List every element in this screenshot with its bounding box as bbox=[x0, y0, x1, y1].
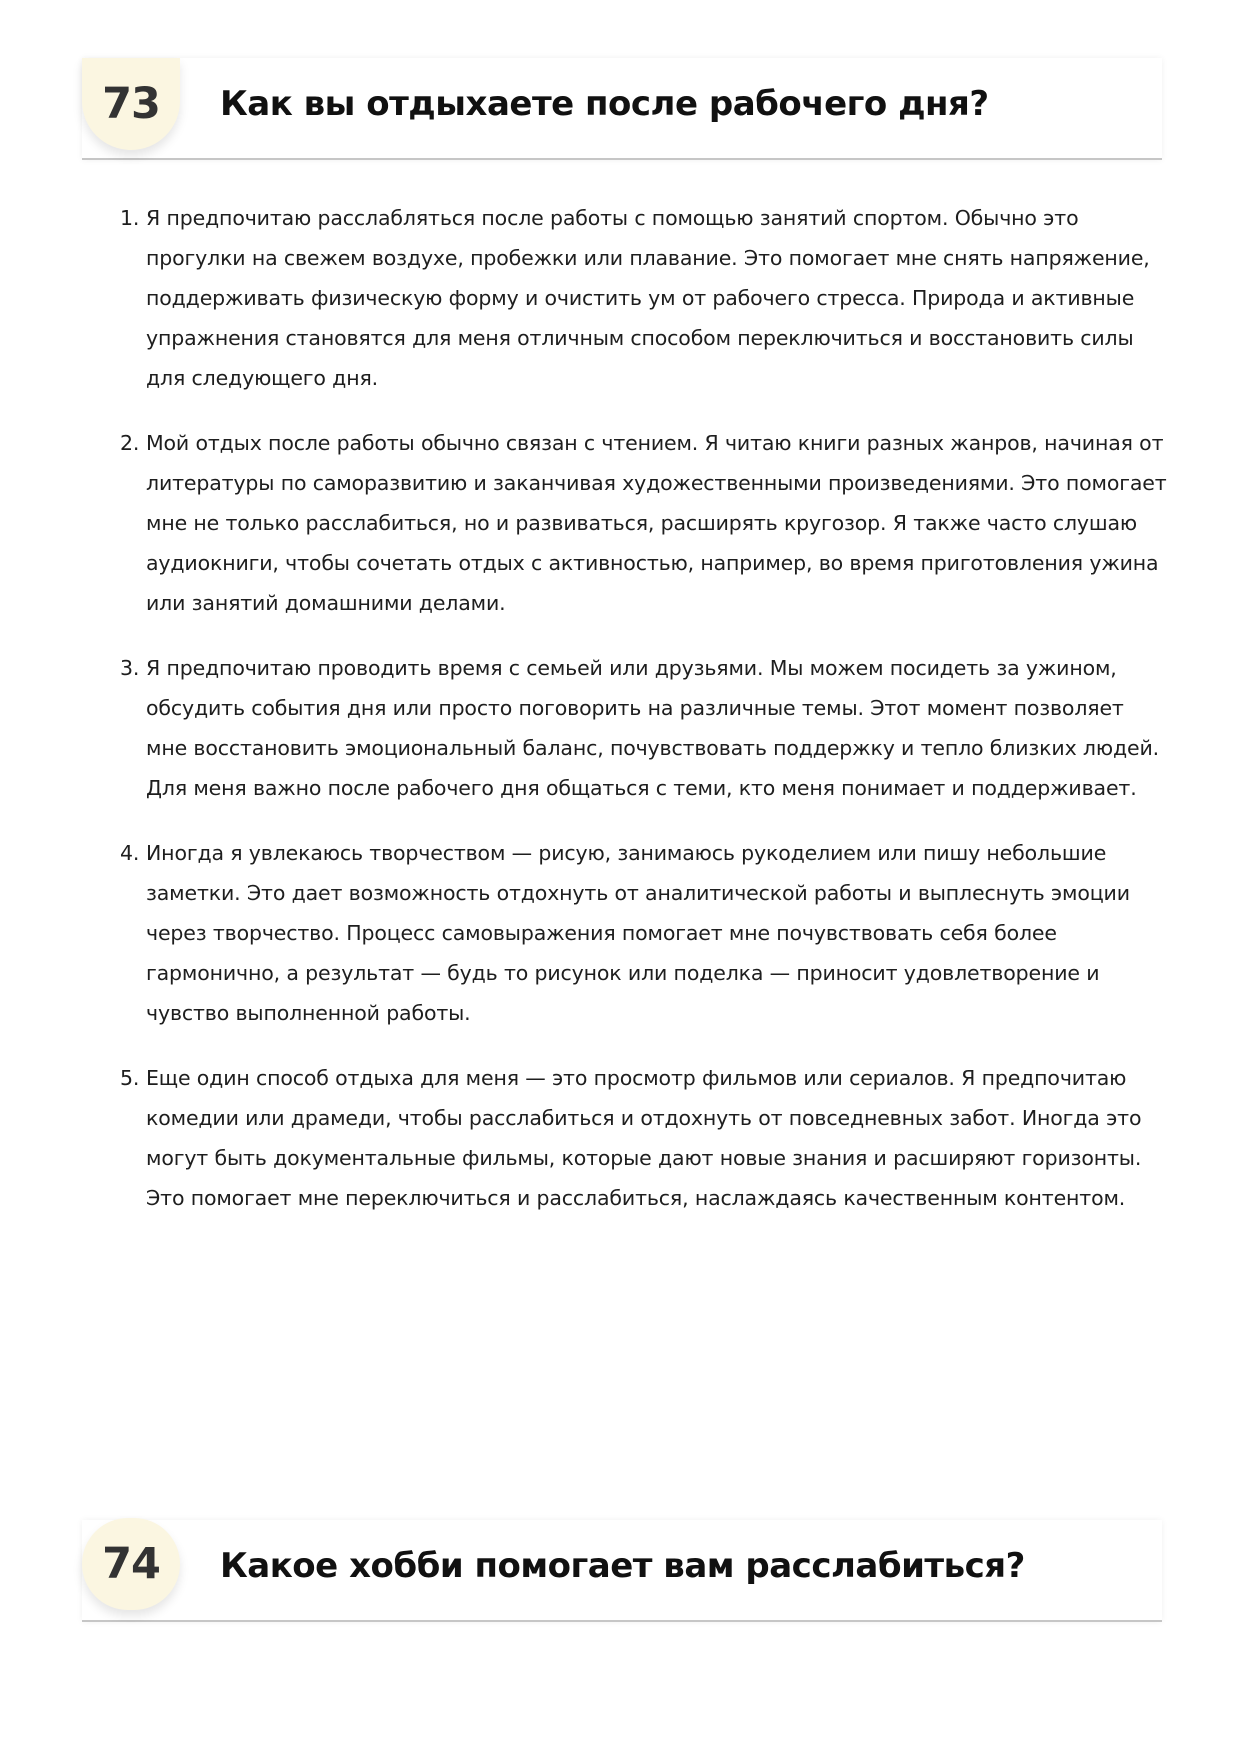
answer-text: Мой отдых после работы обычно связан с чтением. Я читаю книги разных жанров, начиная от литературы по саморазвитию и заканчивая художественными произведениями. Это помогает мне не только расслабиться, но и развиваться, расширять кругозор. Я также часто слушаю аудиокниги, чтобы сочетать отдых с активностью, например, во время приготовления ужина или занятий домашними делами. bbox=[146, 431, 1167, 615]
answer-text: Я предпочитаю расслабляться после работы с помощью занятий спортом. Обычно это прогулки на свежем воздухе, пробежки или плавание. Это помогает мне снять напряжение, поддерживать физическую форму и очистить ум от рабочего стресса. Природа и активные упражнения становятся для меня отличным способом переключиться и восстановить силы для следующего дня. bbox=[146, 206, 1150, 390]
answer-number: 1. bbox=[120, 206, 140, 230]
answer-item bbox=[116, 423, 1170, 623]
question-title: Как вы отдыхаете после рабочего дня? bbox=[220, 84, 989, 124]
answer-number: 3. bbox=[120, 656, 140, 680]
question-title: Какое хобби помогает вам расслабиться? bbox=[220, 1546, 1025, 1586]
answer-number: 2. bbox=[120, 431, 140, 455]
answer-text: Еще один способ отдыха для меня — это просмотр фильмов или сериалов. Я предпочитаю комедии или драмеди, чтобы расслабиться и отдохнуть от повседневных забот. Иногда это могут быть документальные фильмы, которые дают новые знания и расширяют горизонты. Это помогает мне переключиться и расслабиться, наслаждаясь качественным контентом. bbox=[146, 1066, 1142, 1210]
question-header-74 bbox=[82, 1520, 1162, 1622]
answer-number: 4. bbox=[120, 841, 140, 865]
answer-list bbox=[116, 198, 1170, 1243]
answer-text: Я предпочитаю проводить время с семьей или друзьями. Мы можем посидеть за ужином, обсудить события дня или просто поговорить на различные темы. Этот момент позволяет мне восстановить эмоциональный баланс, почувствовать поддержку и тепло близких людей. Для меня важно после рабочего дня общаться с теми, кто меня понимает и поддерживает. bbox=[146, 656, 1160, 800]
answer-text: Иногда я увлекаюсь творчеством — рисую, занимаюсь рукоделием или пишу небольшие заметки. Это дает возможность отдохнуть от аналитической работы и выплеснуть эмоции через творчество. Процесс самовыражения помогает мне почувствовать себя более гармонично, а результат — будь то рисунок или поделка — приносит удовлетворение и чувство выполненной работы. bbox=[146, 841, 1130, 1025]
answer-item bbox=[116, 833, 1170, 1033]
question-number-badge: 73 bbox=[82, 58, 180, 150]
question-number-badge: 74 bbox=[82, 1518, 180, 1610]
answer-item bbox=[116, 198, 1170, 398]
answer-item bbox=[116, 648, 1170, 808]
question-header-73 bbox=[82, 58, 1162, 160]
answer-number: 5. bbox=[120, 1066, 140, 1090]
answer-item bbox=[116, 1058, 1170, 1218]
